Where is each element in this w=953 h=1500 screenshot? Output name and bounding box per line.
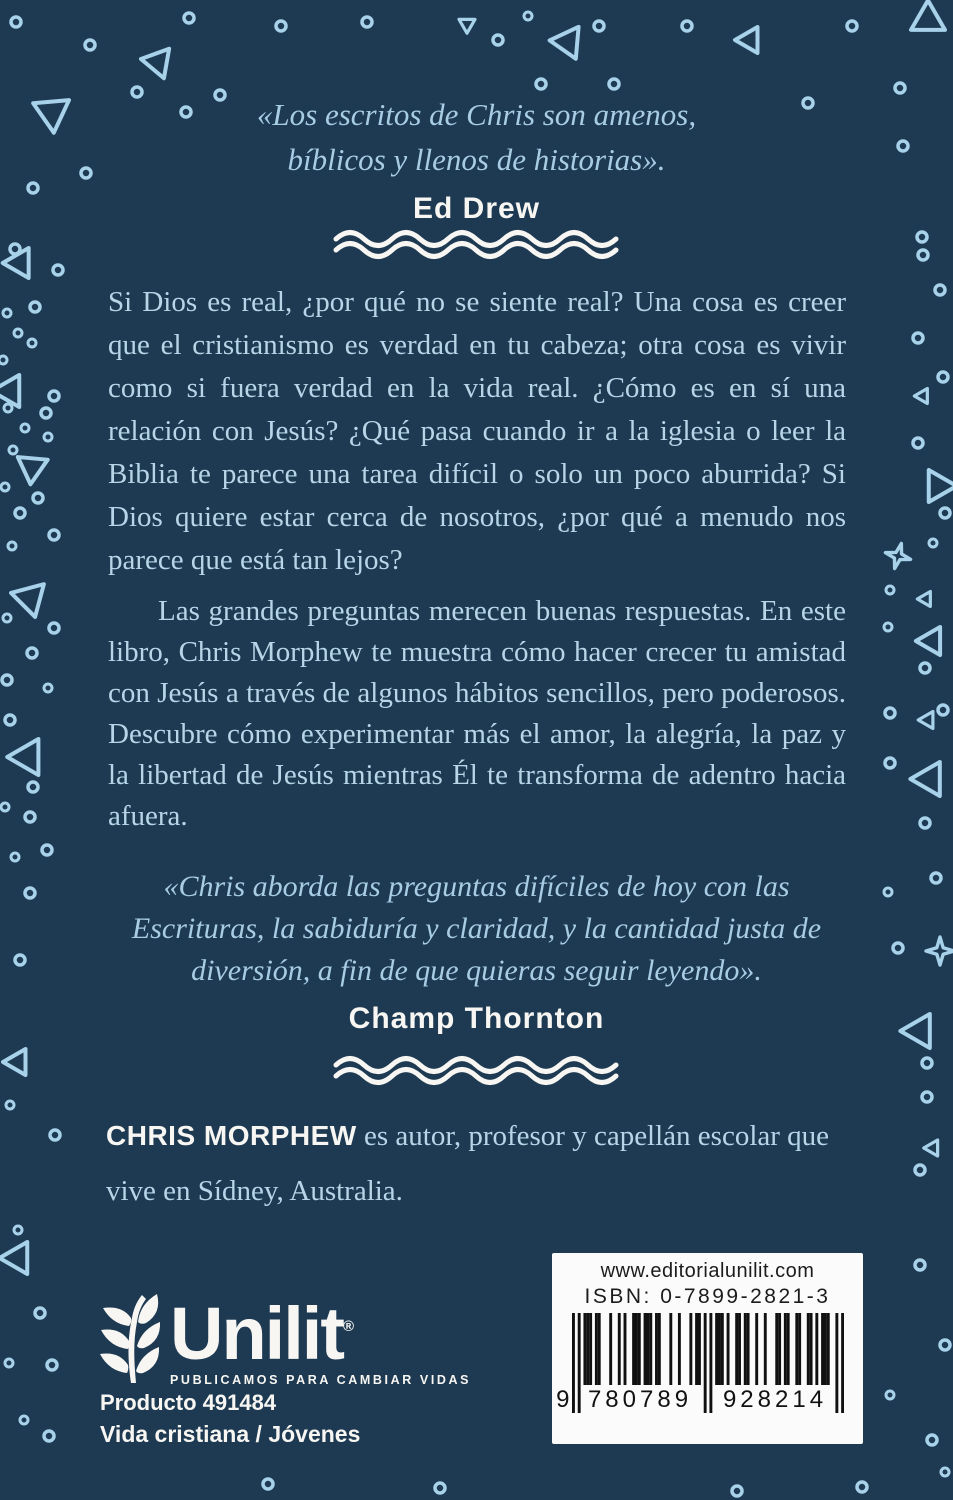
author-bio-text: es autor, profesor y capellán escolar que vive en Sídney, Australia. <box>106 1120 830 1207</box>
unilit-wordmark: Unilit® <box>170 1292 355 1375</box>
unilit-leaf-icon <box>98 1292 164 1384</box>
publisher-website: www.editorialunilit.com <box>600 1260 815 1282</box>
publisher-tagline: PUBLICAMOS PARA CAMBIAR VIDAS <box>170 1373 472 1387</box>
barcode-digits-left: 780789 <box>587 1386 693 1413</box>
top-quote-attribution: Ed Drew <box>412 192 541 225</box>
bottom-quote-line2: Escrituras, la sabiduría y claridad, y la cantidad justa de <box>131 912 822 945</box>
product-number: Producto 491484 <box>100 1390 277 1415</box>
ean13-barcode <box>556 1313 844 1417</box>
registered-mark: ® <box>342 1318 355 1335</box>
bottom-quote-line3: diversión, a fin de que quieras seguir leyendo». <box>191 954 762 987</box>
book-category: Vida cristiana / Jóvenes <box>100 1421 361 1447</box>
publisher-logo-block <box>98 1292 471 1387</box>
author-name: CHRIS MORPHEW <box>106 1120 357 1151</box>
barcode-digit-first: 9 <box>556 1386 570 1413</box>
barcode-panel <box>552 1253 863 1444</box>
isbn-line: ISBN: 0-7899-2821-3 <box>584 1285 831 1308</box>
description-paragraph-2: Las grandes preguntas merecen buenas respuestas. En este libro, Chris Morphew te muestra cómo hacer crecer tu amistad con Jesús a través de algunos hábitos sencillos, pero poderosos. Descubre cómo experimentar más el amor, la alegría, la paz y la libertad de Jesús mientras Él te transforma de adentro hacia afuera. <box>108 595 846 832</box>
top-quote-line1: «Los escritos de Chris son amenos, <box>256 97 697 132</box>
bottom-quote-line1: «Chris aborda las preguntas difíciles de hoy con las <box>163 870 790 903</box>
bottom-quote-attribution: Champ Thornton <box>348 1002 605 1035</box>
top-quote-line2: bíblicos y llenos de historias». <box>287 142 666 177</box>
bottom-endorsement-quote <box>0 866 953 1036</box>
top-endorsement-quote <box>0 92 953 226</box>
description-paragraph-1: Si Dios es real, ¿por qué no se siente real? Una cosa es creer que el cristianismo es verdad en tu cabeza; otra cosa es vivir como si fuera verdad en la vida real. ¿Cómo es en sí una relación con Jesús? ¿Qué pasa cuando ir a la iglesia o leer la Biblia te parece una tarea difícil o solo un poco aburrida? Si Dios quiere estar cerca de nosotros, ¿por qué a menudo nos parece que está tan lejos? <box>108 286 846 576</box>
wavy-divider-bottom <box>331 1052 623 1088</box>
barcode-digits-right: 928214 <box>722 1386 828 1413</box>
author-bio <box>106 1108 854 1219</box>
wavy-divider-top <box>331 226 623 262</box>
